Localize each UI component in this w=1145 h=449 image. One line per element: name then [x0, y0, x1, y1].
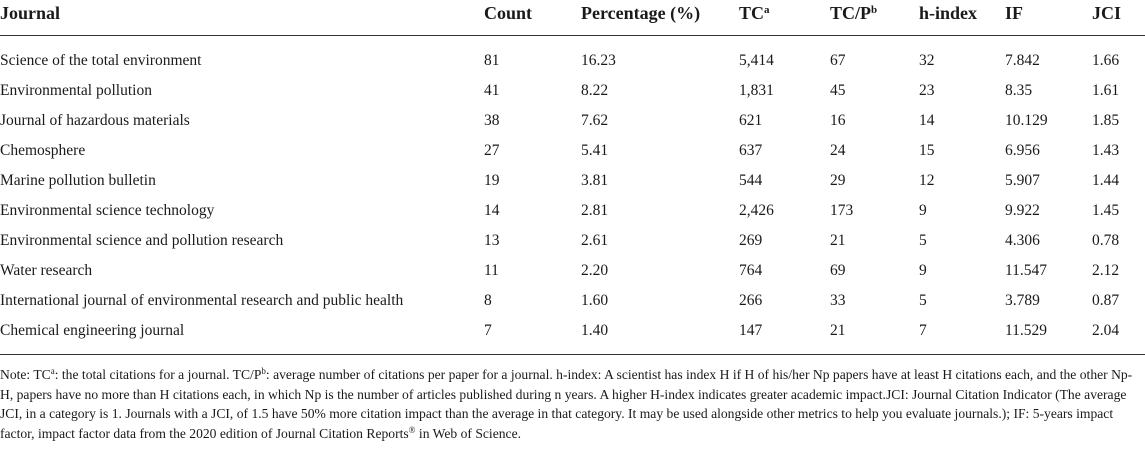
- table-body: [0, 36, 1145, 355]
- cell-if: 8.35: [1005, 82, 1033, 99]
- column-header-h-index: [919, 0, 1005, 36]
- cell-if: 10.129: [1005, 112, 1048, 129]
- cell-tcp: 16: [830, 112, 846, 129]
- cell-if: 7.842: [1005, 52, 1040, 69]
- cell-tc: 637: [739, 142, 763, 159]
- cell-tcp: 33: [830, 292, 846, 309]
- cell-tcp: 29: [830, 172, 846, 189]
- cell-if: 9.922: [1005, 202, 1040, 219]
- table-row: [0, 286, 1145, 316]
- cell-if: 3.789: [1005, 292, 1040, 309]
- cell-tc: 147: [739, 316, 830, 355]
- cell-count: 19: [484, 172, 500, 189]
- cell-h-index: 9: [919, 262, 927, 279]
- cell-count: 41: [484, 82, 500, 99]
- cell-count: 27: [484, 142, 500, 159]
- table-header: [0, 0, 1145, 36]
- note-sup-3: ®: [408, 424, 416, 435]
- cell-percentage: 16.23: [581, 52, 616, 69]
- cell-tc: 544: [739, 172, 763, 189]
- cell-jci: 2.12: [1092, 262, 1120, 279]
- cell-h-index: 14: [919, 112, 935, 129]
- table-row: [0, 136, 1145, 166]
- column-header-tcp: [830, 0, 919, 36]
- cell-count: 11: [484, 262, 499, 279]
- cell-count: 13: [484, 232, 500, 249]
- cell-tc: 2,426: [739, 202, 774, 219]
- table-row: [0, 166, 1145, 196]
- cell-jci: 1.66: [1092, 52, 1120, 69]
- cell-journal: Water research: [0, 262, 93, 279]
- cell-count: 81: [484, 52, 500, 69]
- note-text-2: : the total citations for a journal. TC/P: [54, 367, 262, 382]
- column-header-label: Journal: [0, 3, 61, 23]
- column-header-percentage: [581, 0, 739, 36]
- column-header-journal: [0, 0, 484, 36]
- column-header-label: h-index: [919, 3, 978, 23]
- cell-journal: Journal of hazardous materials: [0, 112, 190, 129]
- column-header-count: [484, 0, 581, 36]
- cell-h-index: 9: [919, 202, 927, 219]
- cell-percentage: 2.61: [581, 232, 609, 249]
- cell-journal: Science of the total environment: [0, 52, 202, 69]
- cell-if: 11.529: [1005, 316, 1092, 355]
- note-sup-1: a: [50, 366, 55, 376]
- cell-count: 7: [484, 316, 581, 355]
- cell-count: 14: [484, 202, 500, 219]
- cell-percentage: 2.20: [581, 262, 609, 279]
- cell-journal: International journal of environmental research and public health: [0, 292, 404, 309]
- cell-percentage: 5.41: [581, 142, 609, 159]
- cell-if: 11.547: [1005, 262, 1048, 279]
- cell-tcp: 45: [830, 82, 846, 99]
- table-row: [0, 106, 1145, 136]
- column-header-superscript: b: [871, 4, 878, 16]
- column-header-label: TC/P: [830, 3, 872, 23]
- cell-if: 6.956: [1005, 142, 1040, 159]
- cell-if: 4.306: [1005, 232, 1040, 249]
- column-header-label: Percentage (%): [581, 3, 701, 23]
- cell-count: 38: [484, 112, 500, 129]
- cell-percentage: 1.40: [581, 316, 739, 355]
- cell-tcp: 24: [830, 142, 846, 159]
- cell-jci: 0.87: [1092, 292, 1120, 309]
- cell-journal: Marine pollution bulletin: [0, 172, 156, 189]
- cell-tc: 266: [739, 292, 763, 309]
- cell-tc: 269: [739, 232, 763, 249]
- cell-percentage: 8.22: [581, 82, 609, 99]
- cell-journal: Environmental science technology: [0, 202, 215, 219]
- column-header-jci: [1092, 0, 1145, 36]
- cell-h-index: 15: [919, 142, 935, 159]
- cell-tc: 621: [739, 112, 763, 129]
- column-header-label: JCI: [1092, 3, 1122, 23]
- note-text-4: in Web of Science.: [415, 425, 521, 441]
- table-row: [0, 36, 1145, 77]
- cell-h-index: 32: [919, 52, 935, 69]
- note-sup-2: b: [261, 366, 266, 376]
- cell-tcp: 173: [830, 202, 854, 219]
- cell-jci: 0.78: [1092, 232, 1120, 249]
- cell-if: 5.907: [1005, 172, 1040, 189]
- cell-tcp: 21: [830, 232, 846, 249]
- cell-percentage: 7.62: [581, 112, 609, 129]
- cell-jci: 1.45: [1092, 202, 1120, 219]
- table-note: [0, 365, 1145, 443]
- column-header-if: [1005, 0, 1092, 36]
- cell-h-index: 5: [919, 292, 927, 309]
- note-text-1: Note: TC: [0, 367, 51, 382]
- column-header-label: IF: [1005, 3, 1023, 23]
- table-row: [0, 226, 1145, 256]
- cell-jci: 1.44: [1092, 172, 1120, 189]
- cell-tcp: 67: [830, 52, 846, 69]
- cell-jci: 1.85: [1092, 112, 1120, 129]
- column-header-superscript: a: [764, 4, 770, 16]
- cell-count: 8: [484, 292, 492, 309]
- cell-jci: 2.04: [1092, 316, 1145, 355]
- cell-tc: 1,831: [739, 82, 774, 99]
- cell-jci: 1.61: [1092, 82, 1120, 99]
- cell-percentage: 2.81: [581, 202, 609, 219]
- table-row: [0, 76, 1145, 106]
- note-text-3: : average number of citations per paper for a journal. h-index: A scientist has index H if H of his/her Np papers have at least H citations each, and the other Np-H, papers have no more than H citations each, in which Np is the number of articles published during n years. A higher H-index indicates greater academic impact.JCI: Journal Citation Indicator (The average JCI, in a category is 1. Journals with a JCI, of 1.5 have 50% more citation impact than the average in that category. It may be used alongside other metrics to help you evaluate journals.); IF: 5-years impact factor, impact factor data from the 2020 edition of Journal Citation Reports: [0, 367, 1133, 441]
- cell-journal: Chemical engineering journal: [0, 316, 484, 355]
- column-header-tc: [739, 0, 830, 36]
- cell-percentage: 1.60: [581, 292, 609, 309]
- cell-percentage: 3.81: [581, 172, 609, 189]
- column-header-label: TC: [739, 3, 765, 23]
- cell-tcp: 69: [830, 262, 846, 279]
- cell-h-index: 7: [919, 316, 1005, 355]
- cell-h-index: 5: [919, 232, 927, 249]
- table-row: [0, 196, 1145, 226]
- cell-h-index: 23: [919, 82, 935, 99]
- cell-h-index: 12: [919, 172, 935, 189]
- cell-jci: 1.43: [1092, 142, 1120, 159]
- cell-tc: 5,414: [739, 52, 774, 69]
- cell-tc: 764: [739, 262, 763, 279]
- cell-tcp: 21: [830, 316, 919, 355]
- column-header-label: Count: [484, 3, 533, 23]
- cell-journal: Chemosphere: [0, 142, 86, 159]
- table-row: [0, 256, 1145, 286]
- cell-journal: Environmental science and pollution research: [0, 232, 284, 249]
- cell-journal: Environmental pollution: [0, 82, 152, 99]
- table-row: [0, 316, 1145, 355]
- header-row: [0, 0, 1145, 36]
